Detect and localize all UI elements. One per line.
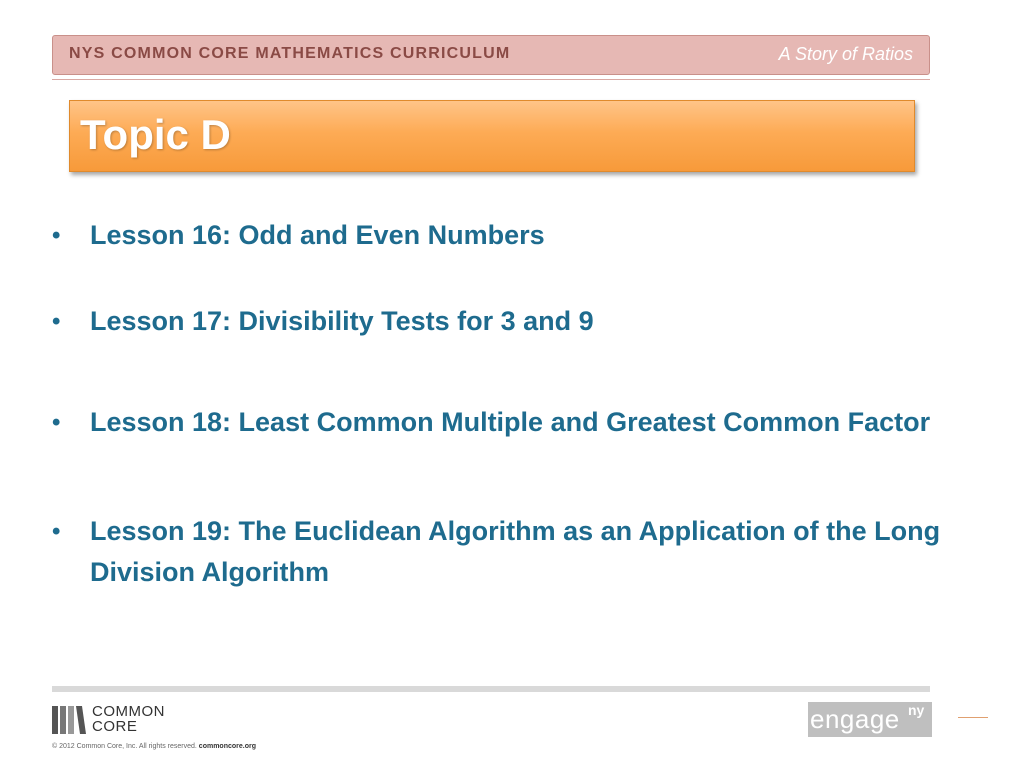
copyright-notice <box>52 743 256 750</box>
decorative-dash <box>958 717 988 718</box>
common-core-logo <box>52 704 192 736</box>
engage-ny-superscript: ny <box>908 702 925 718</box>
lesson-19-label: Lesson 19: The Euclidean Algorithm as an Application of the Long Division Algorithm <box>90 516 941 587</box>
bullet-icon: • <box>52 308 61 335</box>
logo-line-2: CORE <box>92 718 138 735</box>
list-item <box>52 402 942 443</box>
lesson-17-label: Lesson 17: Divisibility Tests for 3 and 9 <box>90 306 594 336</box>
list-item <box>52 301 942 342</box>
engageny-logo <box>808 702 932 737</box>
list-item <box>52 215 942 256</box>
engage-wordmark: engage <box>810 704 900 734</box>
lesson-18-label: Lesson 18: Least Common Multiple and Greatest Common Factor <box>90 407 931 437</box>
curriculum-title: NYS COMMON CORE MATHEMATICS CURRICULUM <box>69 45 511 62</box>
header-divider <box>52 79 930 80</box>
logo-line-1: COMMON <box>92 703 165 720</box>
copyright-text: © 2012 Common Core, Inc. All rights reserved. <box>52 743 197 750</box>
bullet-icon: • <box>52 409 61 436</box>
bullet-icon: • <box>52 222 61 249</box>
series-subtitle: A Story of Ratios <box>778 44 913 64</box>
common-core-bars-icon <box>52 706 86 734</box>
footer-divider <box>52 686 930 692</box>
lesson-16-label: Lesson 16: Odd and Even Numbers <box>90 220 545 250</box>
bullet-icon: • <box>52 518 61 545</box>
topic-title: Topic D <box>80 111 231 158</box>
header-bar <box>52 35 930 75</box>
common-core-wordmark <box>92 704 165 734</box>
commoncore-link[interactable]: commoncore.org <box>198 743 256 750</box>
list-item <box>52 511 942 593</box>
topic-banner <box>69 100 915 172</box>
